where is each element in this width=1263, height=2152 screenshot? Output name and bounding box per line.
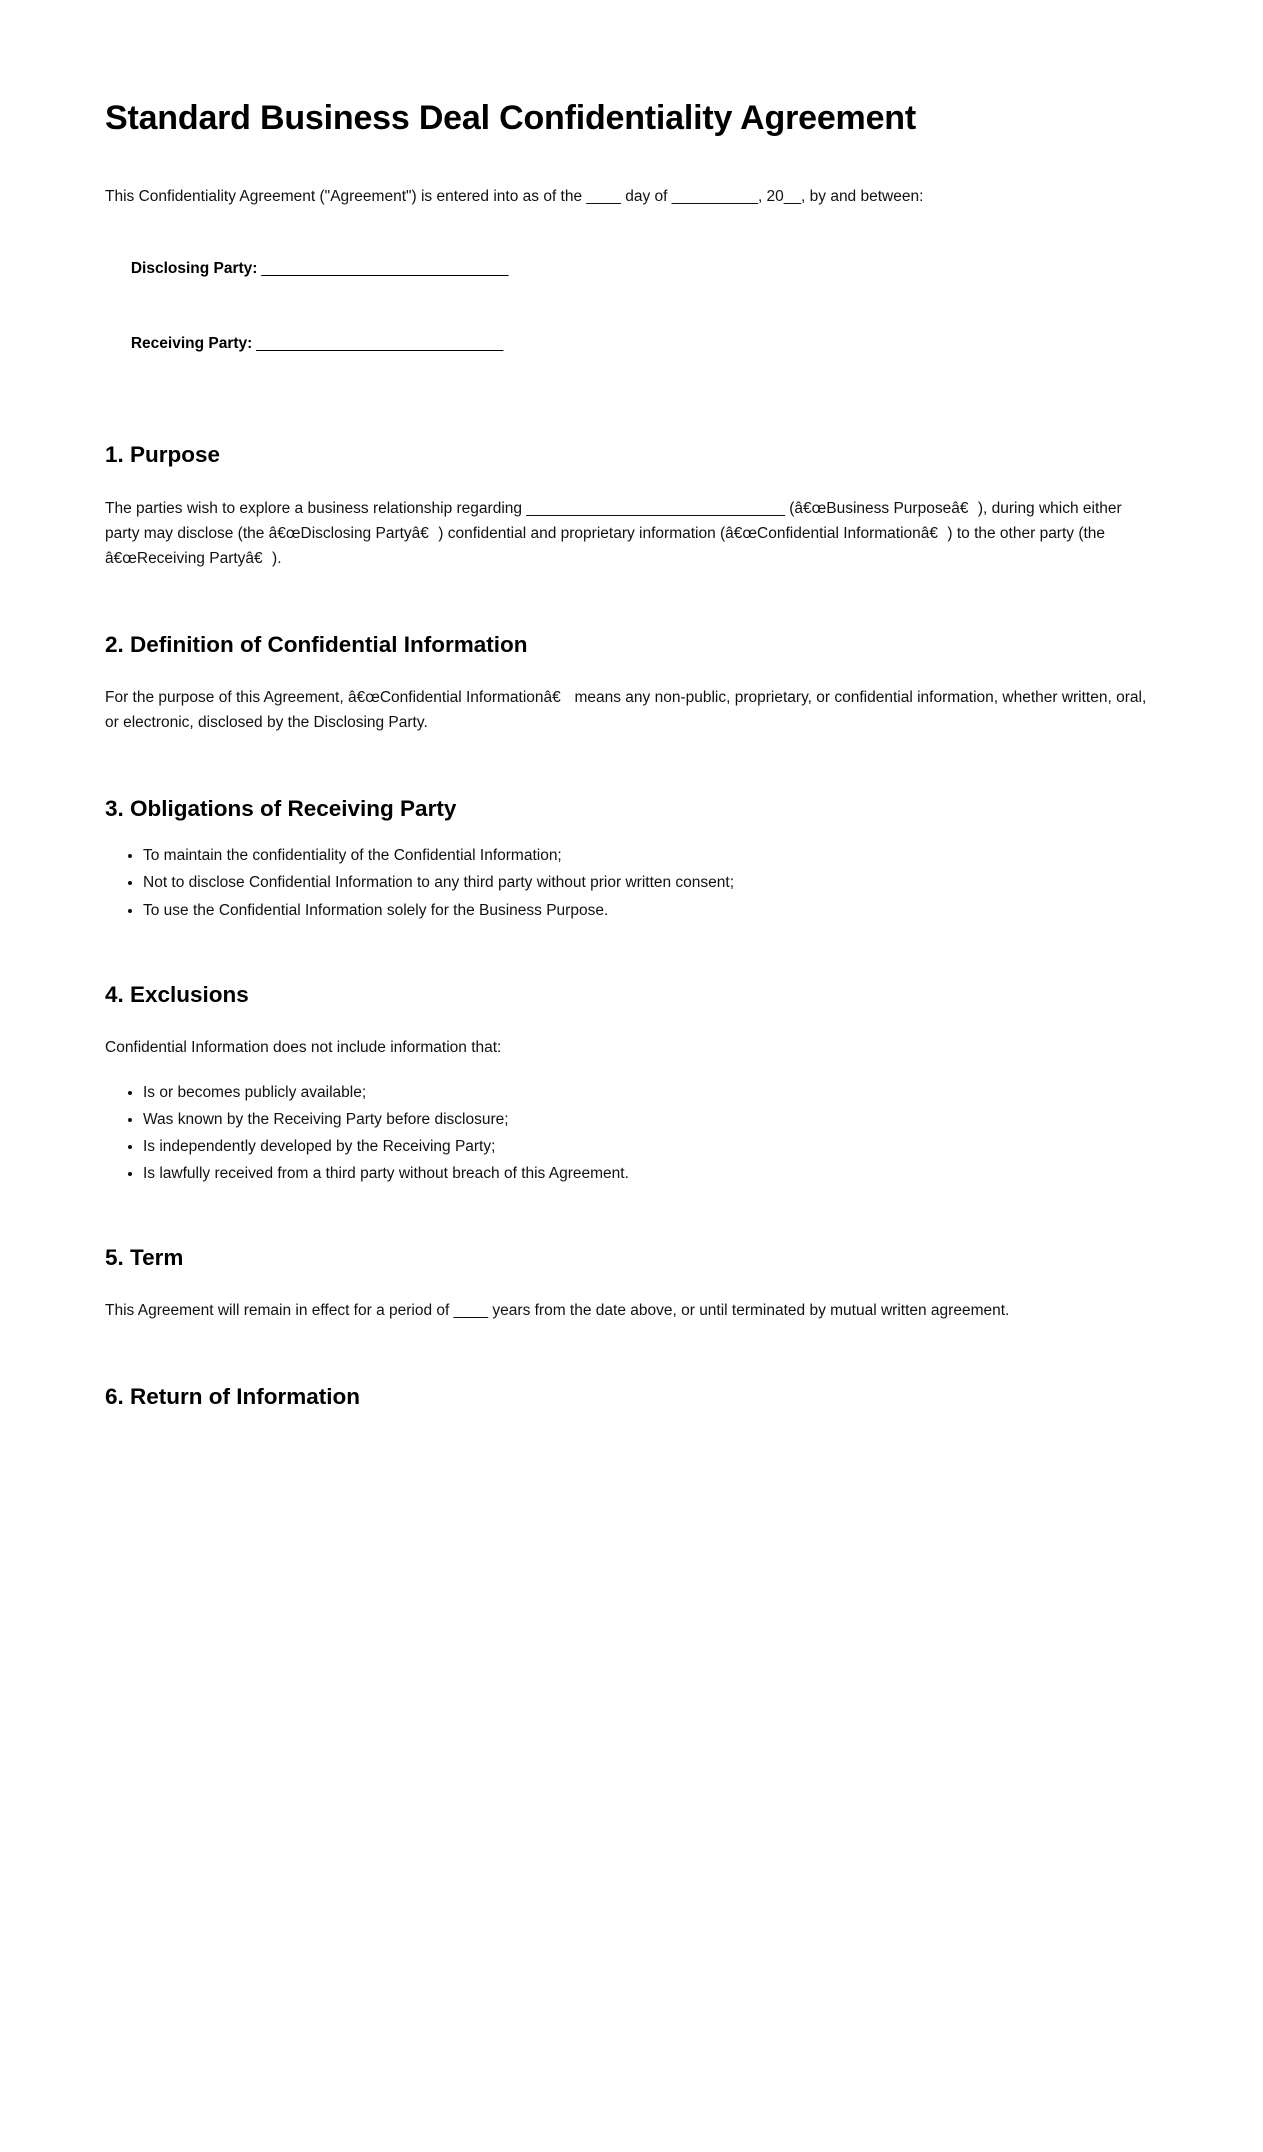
exclusions-list bbox=[105, 1082, 1158, 1184]
section-heading-obligations: 3. Obligations of Receiving Party bbox=[105, 796, 457, 822]
receiving-party-blank: ______________________________ bbox=[252, 335, 503, 353]
page-title: Standard Business Deal Confidentiality Agreement bbox=[105, 99, 916, 137]
section-heading-return-of-information: 6. Return of Information bbox=[105, 1384, 360, 1410]
section-paragraph-exclusions: Confidential Information does not include information that: bbox=[105, 1038, 502, 1056]
disclosing-party-line bbox=[105, 231, 1158, 306]
list-item: • Is independently developed by the Receiving Party; bbox=[143, 1136, 1158, 1157]
list-item: • To maintain the confidentiality of the Confidential Information; bbox=[143, 845, 1158, 866]
section-paragraph-definition: For the purpose of this Agreement, â€œConfidential Informationâ€ means any non-public, proprietary, or confidential information, whether written, oral, or electronic, disclosed by the Disclosing Party. bbox=[105, 689, 1147, 732]
list-item: • To use the Confidential Information solely for the Business Purpose. bbox=[143, 900, 1158, 921]
list-item: • Not to disclose Confidential Information to any third party without prior written consent; bbox=[143, 872, 1158, 893]
receiving-party-label: Receiving Party: bbox=[130, 335, 253, 353]
section-heading-purpose: 1. Purpose bbox=[105, 442, 221, 468]
intro-paragraph: This Confidentiality Agreement ("Agreement") is entered into as of the ____ day of __________, 20__, by and between: bbox=[105, 187, 924, 205]
disclosing-party-label: Disclosing Party: bbox=[130, 259, 258, 277]
list-item: • Is lawfully received from a third party without breach of this Agreement. bbox=[143, 1163, 1158, 1184]
section-paragraph-term: This Agreement will remain in effect for a period of ____ years from the date above, or until terminated by mutual written agreement. bbox=[105, 1302, 1010, 1320]
section-heading-exclusions: 4. Exclusions bbox=[105, 981, 249, 1007]
section-heading-term: 5. Term bbox=[105, 1245, 184, 1271]
obligations-list bbox=[105, 845, 1158, 920]
party-block bbox=[105, 231, 1158, 382]
section-heading-definition: 2. Definition of Confidential Information bbox=[105, 631, 528, 657]
receiving-party-line bbox=[105, 306, 1158, 381]
disclosing-party-blank: ______________________________ bbox=[257, 259, 508, 277]
section-paragraph-purpose: The parties wish to explore a business relationship regarding ______________________________ (â€œBusiness Purposeâ€), during which either party may disclose (the â€œDisclosing Partyâ€) confidential and proprietary information (â€œConfidential Informationâ€) to the other party (the â€œReceiving Partyâ€). bbox=[105, 499, 1122, 567]
list-item: • Is or becomes publicly available; bbox=[143, 1082, 1158, 1103]
list-item: • Was known by the Receiving Party before disclosure; bbox=[143, 1109, 1158, 1130]
document-trailing-space bbox=[105, 1412, 1158, 2112]
